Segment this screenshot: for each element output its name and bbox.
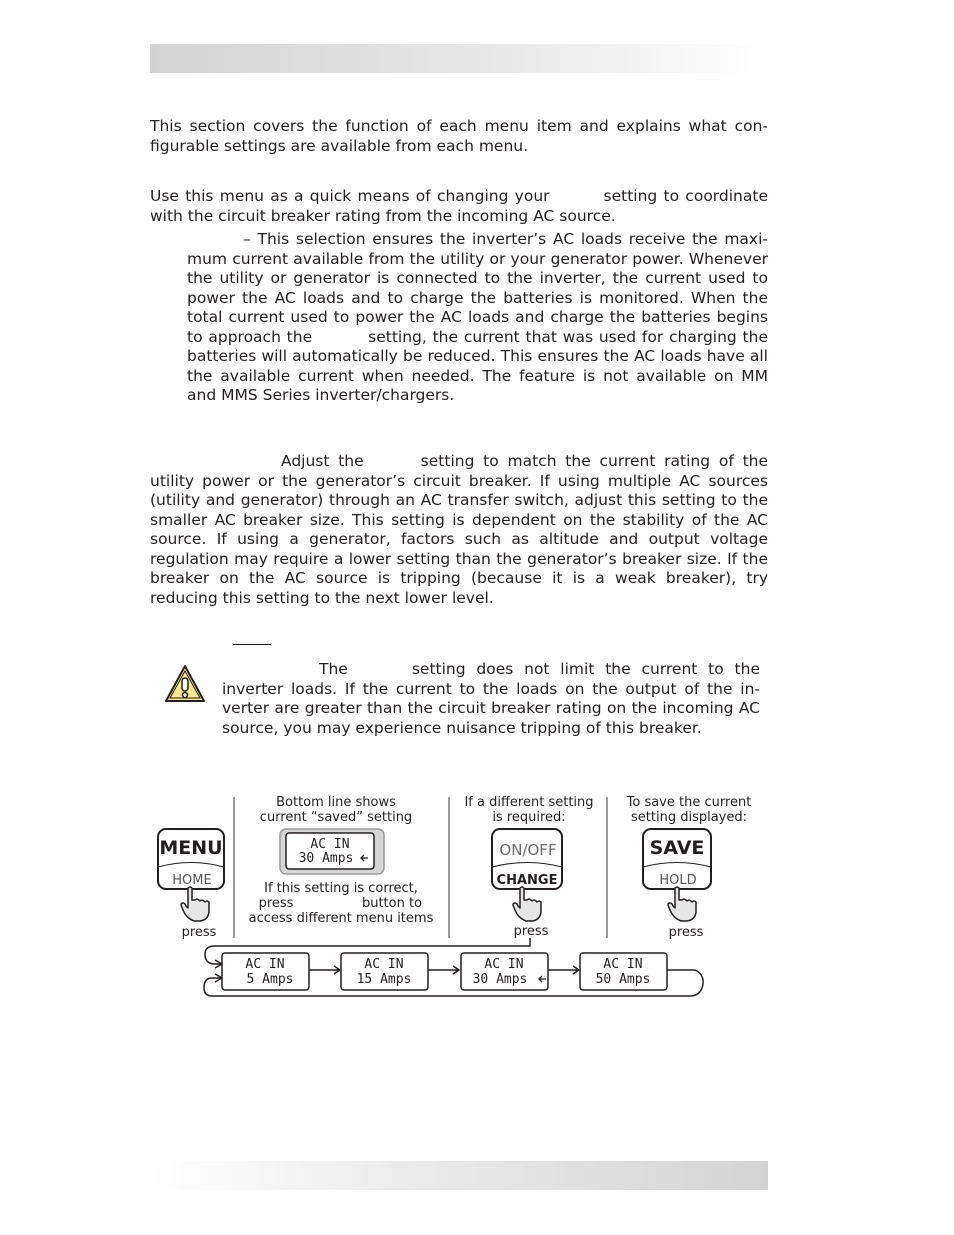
lcd-display (280, 829, 384, 874)
option-line2: 50 Amps (595, 972, 651, 987)
pointing-hand-icon (513, 887, 541, 921)
use-menu-paragraph (150, 187, 768, 226)
correct-note-line3: access different menu items (248, 911, 434, 926)
use-menu-text-2: setting to coordinate with the circuit breaker rating from the incoming AC source. (150, 187, 768, 225)
correct-note-button-to: button to (361, 896, 423, 911)
display-line1: AC IN (310, 837, 350, 852)
arrow-right-icon (428, 966, 459, 974)
home-button-label: HOME (172, 873, 212, 888)
option-5-amps[interactable] (222, 953, 309, 990)
option-50-amps[interactable] (580, 953, 667, 990)
save-note-line2: setting displayed: (631, 810, 747, 825)
caution-text-2: setting does not limit the current to the inverter loads. If the current to the loads on the output of the in-verter are greater than the circuit breaker rating on the incoming AC source, you may experience nuisance tripping of this breaker. (222, 660, 760, 737)
different-note-line1: If a different setting (464, 795, 594, 810)
arrow-right-icon (309, 966, 340, 974)
on-off-change-button[interactable] (492, 829, 562, 889)
pointing-hand-icon (181, 887, 209, 921)
different-note-line2: is required: (492, 810, 566, 825)
menu-home-button[interactable] (158, 829, 224, 889)
option-line2: 5 Amps (246, 972, 294, 987)
note-underline (233, 644, 271, 645)
pointing-hand-icon (668, 887, 696, 921)
bullet-text-2: setting, the current that was used for charging the batteries will automatically be reduced. This ensures the AC loads have all the available current when needed. The feature is not available on MM and MMS Series inverter/chargers. (187, 327, 768, 404)
intro-paragraph: This section covers the function of each menu item and explains what con-figurable settings are available from each menu. (150, 117, 768, 155)
save-label: SAVE (649, 837, 705, 859)
header-bar (150, 44, 768, 73)
on-off-label: ON/OFF (499, 841, 557, 859)
correct-note-line1: If this setting is correct, (264, 881, 418, 896)
use-menu-text-1: Use this menu as a quick means of changing your (150, 187, 550, 205)
change-press-caption: press (513, 924, 549, 939)
save-press-caption: press (668, 925, 704, 940)
saved-note-line2: current “saved” setting (259, 810, 413, 825)
option-line1: AC IN (484, 957, 524, 972)
display-line2: 30 Amps (298, 851, 354, 866)
adjust-text-1: Adjust the (281, 452, 364, 470)
bullet-text-1: – This selection ensures the inverter’s AC loads receive the maxi-mum current available from the utility or your generator power. Whenever the utility or generator is connected to the inverter, the current used to power the AC loads and to charge the batteries is monitored. When the total current used to power the AC loads and charge the batteries begins to approach the (187, 230, 768, 346)
save-hold-button[interactable] (643, 829, 711, 889)
option-line1: AC IN (245, 957, 285, 972)
caution-paragraph (222, 660, 760, 738)
save-note-line1: To save the current (626, 795, 752, 810)
bullet-paragraph (187, 230, 768, 406)
caution-icon (164, 664, 206, 704)
menu-button-label: MENU (159, 837, 223, 859)
adjust-paragraph (150, 452, 768, 608)
option-line2: 15 Amps (356, 972, 412, 987)
hold-label: HOLD (659, 873, 697, 888)
correct-note-press: press (258, 896, 294, 911)
adjust-text-2: setting to match the current rating of the utility power or the generator’s circuit breaker. If using multiple AC sources (utility and generator) through an AC transfer switch, adjust this setting to the smaller AC breaker size. This setting is dependent on the stability of the AC source. If using a generator, factors such as altitude and output voltage regulation may require a lower setting than the generator’s breaker size. If the breaker on the AC source is tripping (because it is a weak breaker), try reducing this setting to the next lower level. (150, 452, 769, 607)
option-line1: AC IN (603, 957, 643, 972)
option-30-amps[interactable] (461, 953, 548, 990)
option-line2: 30 Amps (472, 972, 528, 987)
menu-press-caption: press (181, 925, 217, 940)
saved-note-line1: Bottom line shows (276, 795, 396, 810)
footer-bar (150, 1161, 768, 1190)
option-15-amps[interactable] (341, 953, 428, 990)
arrow-right-icon (548, 966, 579, 974)
caution-text-1: The (319, 660, 348, 678)
option-line1: AC IN (364, 957, 404, 972)
change-label: CHANGE (496, 873, 558, 888)
